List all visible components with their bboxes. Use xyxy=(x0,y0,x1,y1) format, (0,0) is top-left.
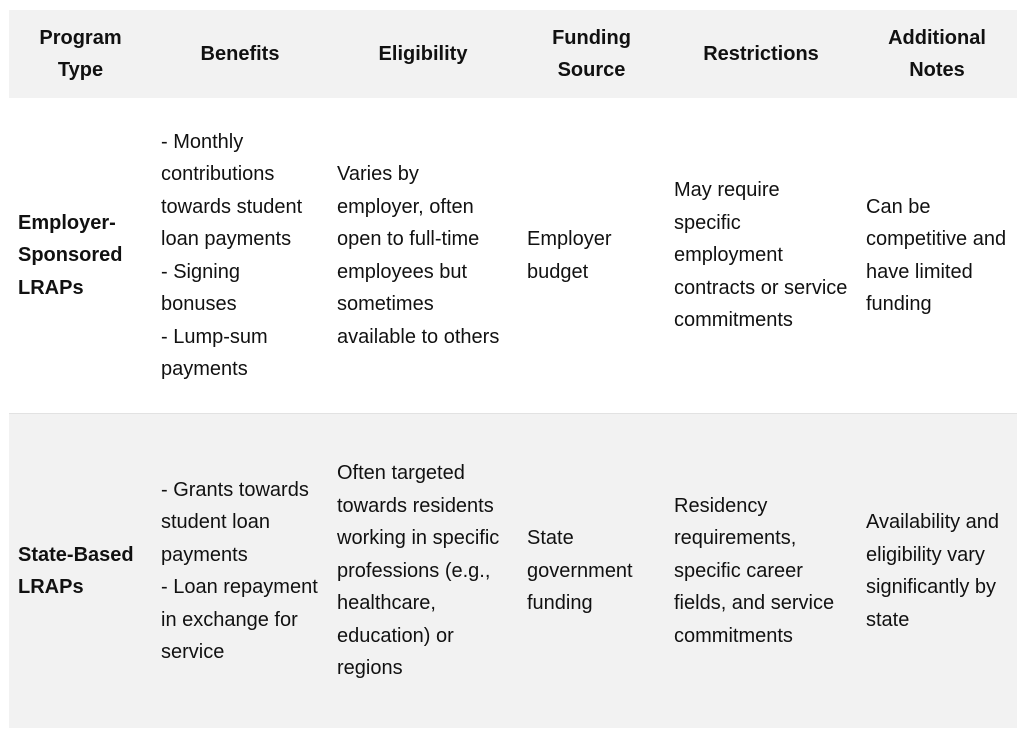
cell-benefits xyxy=(152,414,328,729)
restrictions-text: May require specific employment contracts or service commitments xyxy=(674,179,848,332)
program-type-text: State-Based LRAPs xyxy=(18,543,134,598)
cell-eligibility xyxy=(328,414,518,729)
benefits-text: - Monthly contributions towards student loan payments - Signing bonuses - Lump-sum payments xyxy=(161,130,303,380)
additional-notes-text: Can be competitive and have limited funding xyxy=(866,195,1007,315)
header-row xyxy=(9,10,1017,98)
cell-restrictions xyxy=(665,98,857,414)
cell-eligibility xyxy=(328,98,518,414)
header-program-type: Program Type xyxy=(9,10,152,98)
header-restrictions: Restrictions xyxy=(665,10,857,98)
cell-additional-notes xyxy=(857,98,1017,414)
table-header xyxy=(9,10,1017,98)
header-funding-source: Funding Source xyxy=(518,10,665,98)
benefits-text: - Grants towards student loan payments - Loan repayment in exchange for service xyxy=(161,478,318,663)
table-row xyxy=(9,414,1017,729)
cell-program-type xyxy=(9,98,152,414)
header-additional-notes: Additional Notes xyxy=(857,10,1017,98)
eligibility-text: Often targeted towards residents working in specific professions (e.g., healthcare, education) or regions xyxy=(337,462,500,680)
funding-source-text: State government funding xyxy=(527,527,633,615)
program-type-text: Employer-Sponsored LRAPs xyxy=(18,211,123,299)
table-body xyxy=(9,98,1017,728)
cell-funding-source xyxy=(518,98,665,414)
cell-restrictions xyxy=(665,414,857,729)
cell-program-type xyxy=(9,414,152,729)
restrictions-text: Residency requirements, specific career fields, and service commitments xyxy=(674,494,835,647)
cell-additional-notes xyxy=(857,414,1017,729)
funding-source-text: Employer budget xyxy=(527,228,612,283)
additional-notes-text: Availability and eligibility vary significantly by state xyxy=(866,511,1000,631)
lrap-comparison-table xyxy=(9,10,1017,728)
header-eligibility: Eligibility xyxy=(328,10,518,98)
table-row xyxy=(9,98,1017,414)
header-benefits: Benefits xyxy=(152,10,328,98)
eligibility-text: Varies by employer, often open to full-time employees but sometimes available to others xyxy=(337,163,500,348)
cell-funding-source xyxy=(518,414,665,729)
cell-benefits xyxy=(152,98,328,414)
